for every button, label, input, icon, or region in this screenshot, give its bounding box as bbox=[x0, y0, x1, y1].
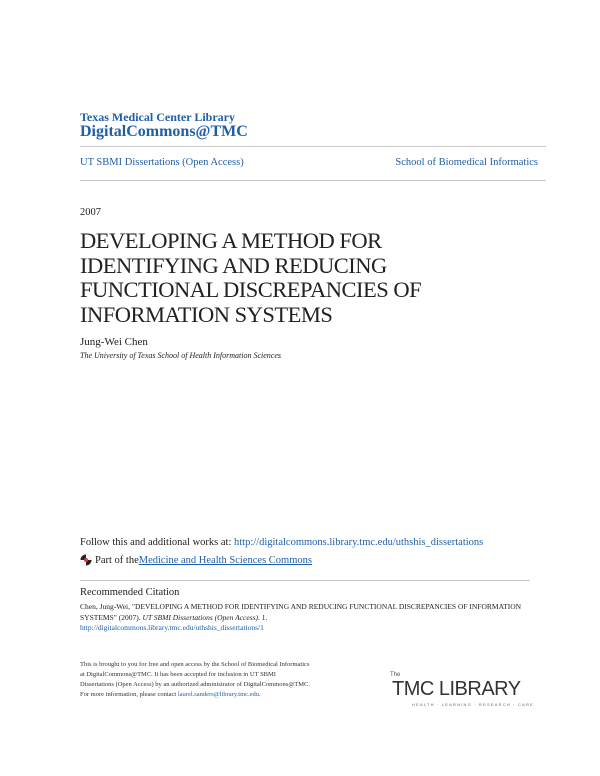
access-note-text: This is brought to you for free and open access by the School of Biomedical Informatics at DigitalCommons@TMC. It has been accepted for inclusion in UT SBMI Dissertations (Open Access) by an authorized administrator of DigitalCommons@TMC. For more information, please contact bbox=[80, 661, 311, 698]
follow-url-link[interactable]: http://digitalcommons.library.tmc.edu/uthshis_dissertations bbox=[234, 537, 484, 548]
part-of-line bbox=[80, 554, 312, 566]
commons-link[interactable]: Medicine and Health Sciences Commons bbox=[138, 554, 312, 566]
divider-nav bbox=[80, 180, 546, 181]
access-note-end: . bbox=[259, 691, 261, 698]
part-of-label: Part of the bbox=[95, 554, 139, 566]
logo-wordmark: TMC LIBRARY bbox=[392, 678, 521, 700]
follow-label: Follow this and additional works at: bbox=[80, 537, 234, 548]
author-affiliation: The University of Texas School of Health Information Sciences bbox=[80, 351, 282, 360]
citation-text: Chen, Jung-Wei, "DEVELOPING A METHOD FOR IDENTIFYING AND REDUCING FUNCTIONAL DISCREPANCIES OF INFORMATION SYSTEMS" (2007). bbox=[80, 602, 522, 622]
contact-email-link[interactable]: laurel.sanders@library.tmc.edu bbox=[177, 691, 260, 698]
series-link[interactable]: UT SBMI Dissertations (Open Access) bbox=[80, 157, 244, 168]
site-name[interactable]: DigitalCommons@TMC bbox=[80, 123, 248, 140]
follow-line bbox=[80, 537, 483, 548]
school-link[interactable]: School of Biomedical Informatics bbox=[395, 157, 538, 168]
logo-the: The bbox=[390, 672, 401, 678]
citation-body bbox=[80, 602, 530, 634]
access-note bbox=[80, 660, 310, 700]
citation-series: UT SBMI Dissertations (Open Access) bbox=[142, 612, 258, 622]
library-name: Texas Medical Center Library bbox=[80, 110, 235, 124]
document-title: DEVELOPING A METHOD FOR IDENTIFYING AND REDUCING FUNCTIONAL DISCREPANCIES OF INFORMATION SYSTEMS bbox=[80, 228, 422, 327]
divider-top bbox=[80, 146, 546, 147]
author-name: Jung-Wei Chen bbox=[80, 336, 148, 348]
citation-url-link[interactable]: http://digitalcommons.library.tmc.edu/uthshis_dissertations/1 bbox=[80, 623, 264, 632]
divider-citation bbox=[80, 580, 530, 581]
publication-year: 2007 bbox=[80, 207, 101, 218]
commons-network-icon bbox=[80, 554, 92, 566]
citation-number: . 1. bbox=[258, 612, 268, 622]
logo-tagline: HEALTH · LEARNING · RESEARCH · CARE bbox=[412, 702, 534, 707]
citation-heading: Recommended Citation bbox=[80, 587, 180, 598]
tmc-library-logo bbox=[390, 672, 534, 712]
